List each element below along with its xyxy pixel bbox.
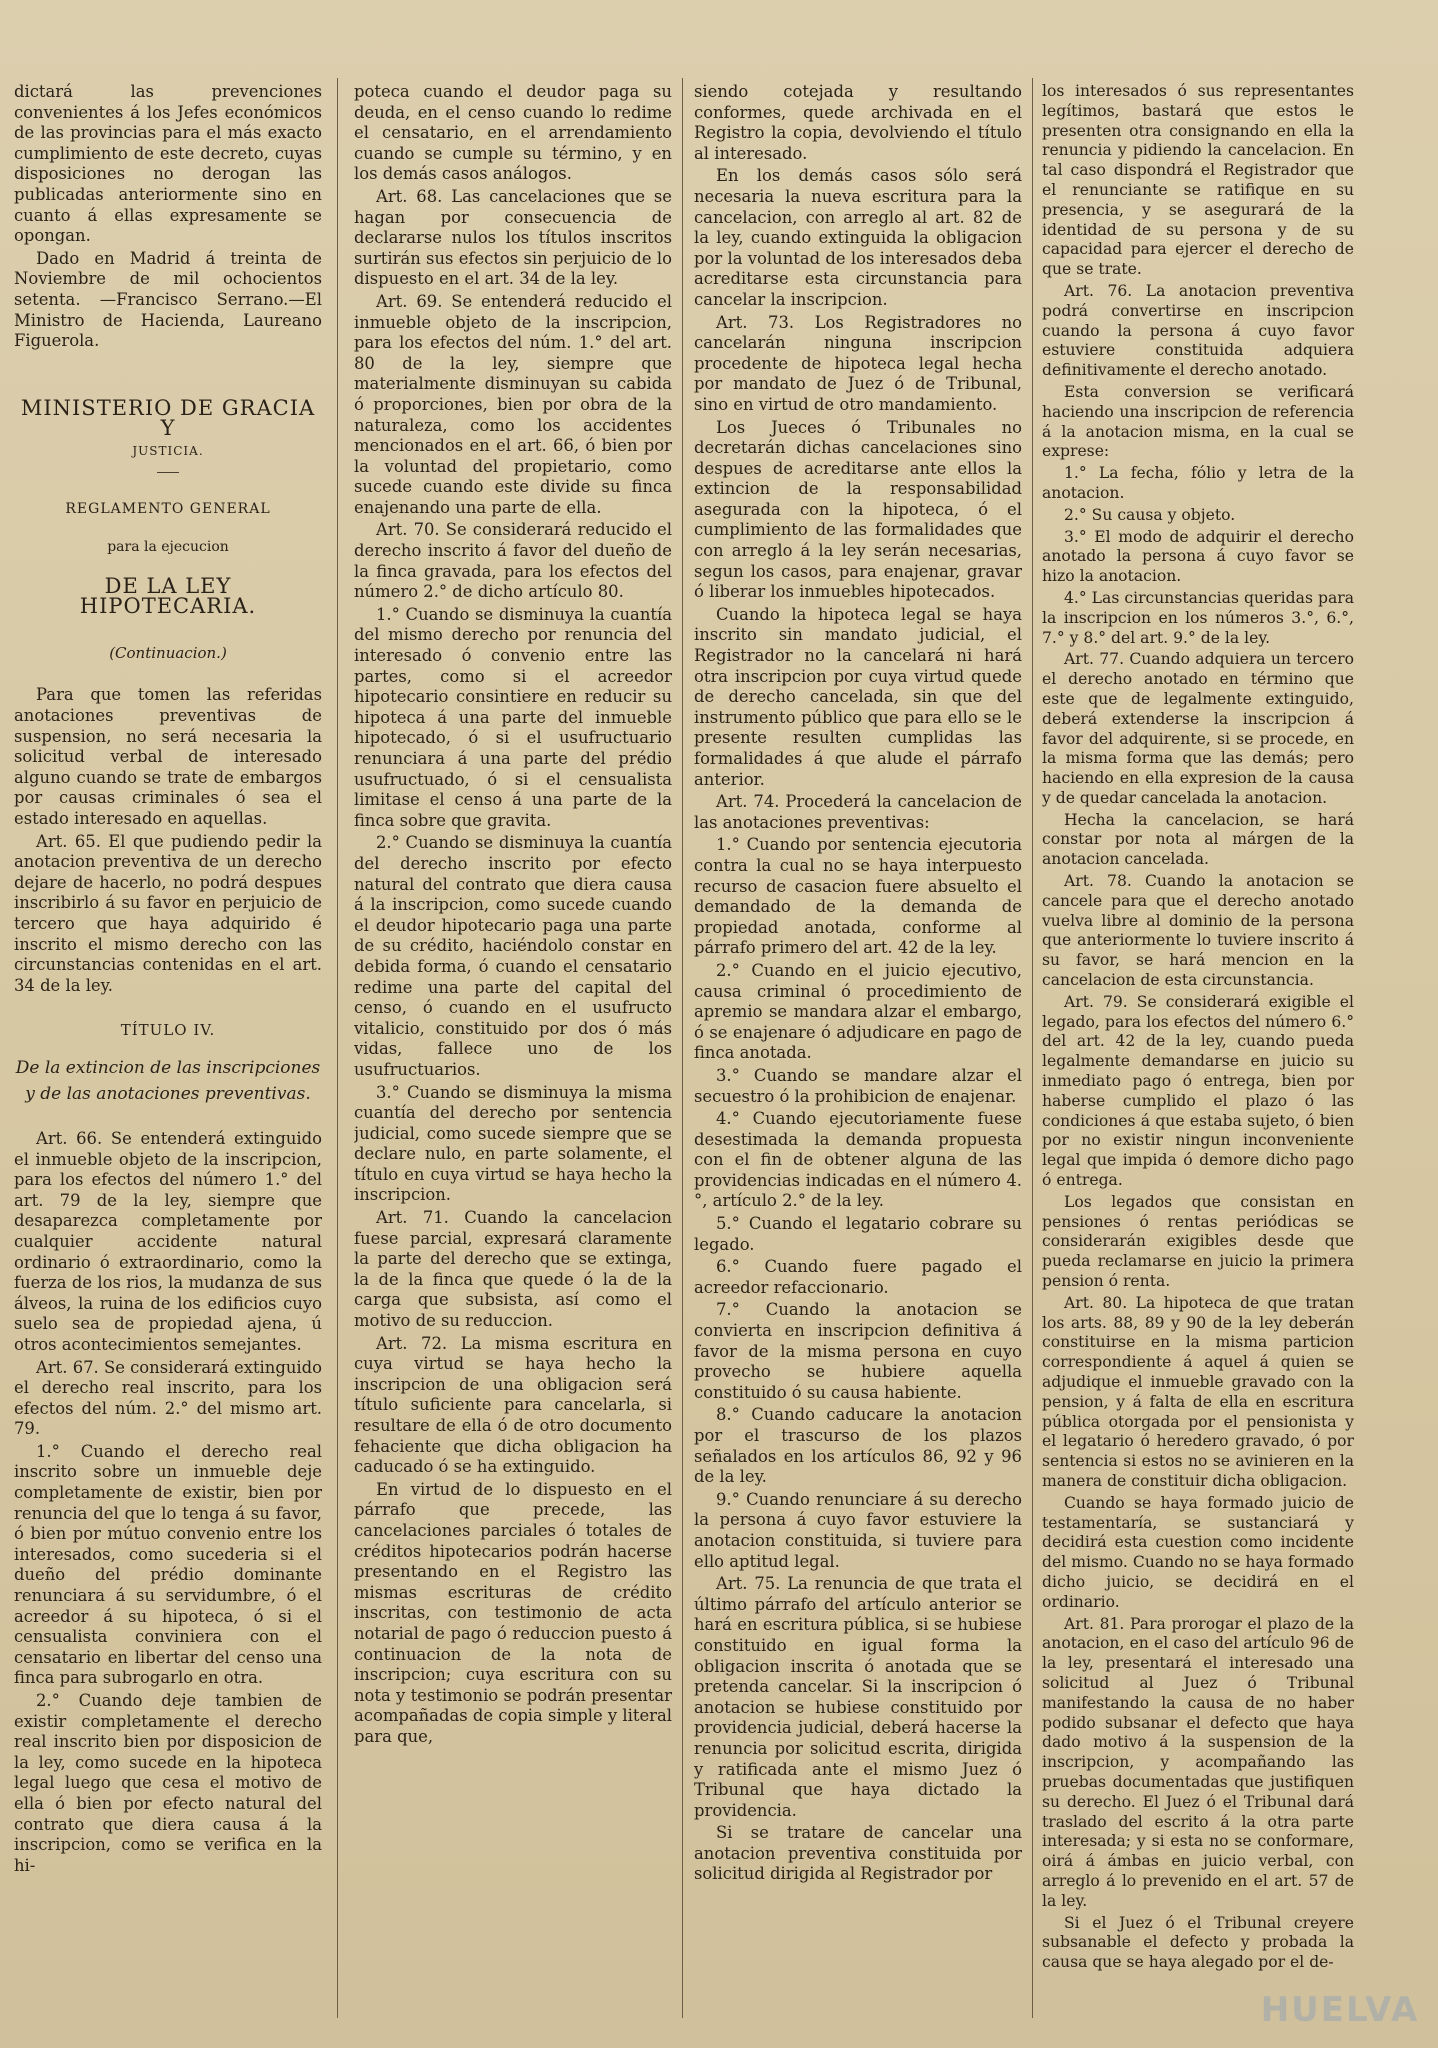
paragraph: Los Jueces ó Tribunales no decretarán dichas cancelaciones sino despues de acreditarse ante ellos la extincion de la responsabilidad asegurada con la hipoteca, ó el cumplimiento de las formalidades que con arreglo á la ley serán necesarias, segun los casos, para enajenar, gravar ó liberar los inmuebles hipotecados.	[694, 417, 1022, 602]
title-heading: TÍTULO IV.	[120, 1021, 216, 1040]
paragraph: 2.° Cuando deje tambien de existir completamente el derecho real inscrito bien por disposicion de la ley, como sucede en la hipoteca legal luego que cesa el motivo de ella ó bien por efecto natural del contrato que diera causa á la inscripcion, como se verifica en la hi-	[14, 1691, 322, 1875]
reglamento-heading: REGLAMENTO GENERAL	[65, 500, 271, 517]
text-column-2	[354, 82, 672, 2022]
library-stamp: HUELVA	[1260, 1990, 1420, 2030]
paragraph: Art. 81. Para prorogar el plazo de la anotacion, en el caso del artículo 96 de la ley, presentará el interesado una solicitud al Juez ó Tribunal manifestando la causa de no haber podido subsanar el defecto que haya dado motivo á la suspension de la inscripcion, y acompañando las pruebas documentadas que justifiquen su derecho. El Juez ó el Tribunal dará traslado del escrito á la otra parte interesada; y si esta no se conformare, oirá á ámbas en juicio verbal, con arreglo á lo prevenido en el art. 57 de la ley.	[1042, 1614, 1354, 1910]
paragraph: Si el Juez ó el Tribunal creyere subsanable el defecto y probada la causa que se haya alegado por el de-	[1042, 1913, 1354, 1972]
paragraph: 9.° Cuando renunciare á su derecho la persona á cuyo favor estuviere la anotacion constituida, si tuviere para ello aptitud legal.	[694, 1489, 1022, 1571]
paragraph: 1.° Cuando el derecho real inscrito sobre un inmueble deje completamente de existir, bien por renuncia del que lo tenga á su favor, ó bien por mútuo convenio entre los interesados, como sucederia si el dueño del prédio dominante renunciara á su servidumbre, ó el acreedor á su hipoteca, ó si el censualista conviniera con el censatario en libertar del censo una finca para subrogarlo en otra.	[14, 1441, 322, 1688]
column-rule	[1032, 78, 1033, 2018]
reglamento-subheading: para la ejecucion	[107, 539, 229, 556]
paragraph: 1.° Cuando por sentencia ejecutoria contra la cual no se haya interpuesto recurso de casacion fuere absuelto el demandado de la demanda de propiedad anotada, conforme al párrafo primero del art. 42 de la ley.	[694, 835, 1022, 958]
paragraph: Art. 70. Se considerará reducido el derecho inscrito á favor del dueño de la finca gravada, para los efectos del número 2.° de dicho artículo 80.	[354, 520, 672, 602]
paragraph: 6.° Cuando fuere pagado el acreedor refaccionario.	[694, 1257, 1022, 1297]
continuation-label: (Continuacion.)	[109, 643, 227, 662]
paragraph: 4.° Cuando ejecutoriamente fuese desestimada la demanda propuesta con el fin de obtener alguna de las providencias indicadas en el número 4.°, artículo 2.° de la ley.	[694, 1109, 1022, 1211]
paragraph: 2.° Su causa y objeto.	[1064, 505, 1236, 524]
paragraph: 3.° El modo de adquirir el derecho anotado la persona á cuyo favor se hizo la anotacion.	[1042, 527, 1354, 586]
paragraph: 1.° Cuando se disminuya la cuantía del mismo derecho por renuncia del interesado ó convenio entre las partes, como si el acreedor hipotecario consintiere en reducir su hipoteca á una parte del inmueble hipotecado, ó si el usufructuario renunciara á una parte del prédio usufructuado, ó si el censualista limitase el censo á una parte de la finca sobre que gravita.	[354, 604, 672, 830]
paragraph: Art. 67. Se considerará extinguido el derecho real inscrito, para los efectos del núm. 2.° del mismo art. 79.	[14, 1357, 322, 1439]
paragraph: 3.° Cuando se disminuya la misma cuantía del derecho por sentencia judicial, como sucede siempre que se declare nulo, en parte solamente, el título en cuya virtud se haya hecho la inscripcion.	[354, 1082, 672, 1205]
text-column-4	[1042, 82, 1354, 2022]
paragraph: 1.° La fecha, fólio y letra de la anotacion.	[1042, 464, 1354, 502]
paragraph: Art. 69. Se entenderá reducido el inmueble objeto de la inscripcion, para los efectos del núm. 1.° del art. 80 de la ley, siempre que materialmente disminuyan su cabida ó proporciones, bien por obra de la naturaleza, como los accidentes mencionados en el art. 66, ó bien por la voluntad del propietario, como sucede cuando este divide su finca enajenando una parte de ella.	[354, 291, 672, 517]
text-column-3	[694, 82, 1022, 2022]
paragraph: 2.° Cuando se disminuya la cuantía del derecho inscrito por efecto natural del contrato que diera causa á la inscripcion, como sucede cuando el deudor hipotecario paga una parte de su crédito, haciéndolo constar en debida forma, ó cuando el censatario redime una parte del capital del censo, ó cuando en el usufructo vitalicio, constituido por dos ó más vidas, fallece uno de los usufructuarios.	[354, 833, 672, 1079]
column-rule	[337, 78, 338, 2018]
paragraph: Art. 75. La renuncia de que trata el último párrafo del artículo anterior se hará en escritura pública, si se hubiese constituido en igual forma la obligacion inscrita ó anotada que se pretenda cancelar. Si la inscripcion ó anotacion se hubiese constituido por providencia judicial, deberá hacerse la renuncia por solicitud escrita, dirigida y ratificada ante el mismo Juez ó Tribunal que haya dictado la providencia.	[694, 1574, 1022, 1820]
ley-heading: DE LA LEY HIPOTECARIA.	[79, 573, 257, 619]
paragraph: siendo cotejada y resultando conformes, quede archivada en el Registro la copia, devolviendo el título al interesado.	[694, 82, 1022, 163]
ministry-heading: MINISTERIO DE GRACIA Y	[20, 395, 316, 441]
title-subheading: De la extincion de las inscripciones y de las anotaciones preventivas.	[15, 1057, 321, 1104]
paragraph: Cuando la hipoteca legal se haya inscrito sin mandato judicial, el Registrador no la cancelará ni hará otra inscripcion por cuya virtud quede de derecho cancelada, sin que del instrumento público que para ello se le presente resulten cumplidas las formalidades á que alude el párrafo anterior.	[694, 604, 1022, 789]
paragraph: Art. 66. Se entenderá extinguido el inmueble objeto de la inscripcion, para los efectos del número 1.° del art. 79 de la ley, siempre que desaparezca completamente por cualquier accidente natural ordinario ó extraordinario, como la fuerza de los rios, la mudanza de sus álveos, la ruina de los edificios cuyo suelo sea de propiedad ajena, ú otros acontecimientos semejantes.	[14, 1128, 322, 1354]
paragraph: Hecha la cancelacion, se hará constar por nota al márgen de la anotacion cancelada.	[1042, 810, 1354, 869]
paragraph: 4.° Las circunstancias queridas para la inscripcion en los números 3.°, 6.°, 7.° y 8.° del art. 9.° de la ley.	[1042, 588, 1354, 647]
paragraph: En virtud de lo dispuesto en el párrafo que precede, las cancelaciones parciales ó totales de créditos hipotecarios podrán hacerse presentando en el Registro las mismas escrituras de crédito inscritas, con testimonio de acta notarial de pago ó reduccion puesto á continuacion de la nota de inscripcion; cuya escritura con su nota y testimonio se podrán presentar acompañadas de copia simple y literal para que,	[354, 1479, 672, 1746]
paragraph: Cuando se haya formado juicio de testamentaría, se sustanciará y decidirá esta cuestion como incidente del mismo. Cuando no se haya formado dicho juicio, se decidirá en el ordinario.	[1042, 1493, 1354, 1611]
paragraph: Art. 65. El que pudiendo pedir la anotacion preventiva de un derecho dejare de hacerlo, no podrá despues inscribirlo á su favor en perjuicio de tercero que haya adquirido é inscrito el mismo derecho con las circunstancias contenidas en el art. 34 de la ley.	[14, 831, 322, 995]
paragraph: dictará las prevenciones convenientes á los Jefes económicos de las provincias para el más exacto cumplimiento de este decreto, cuyas disposiciones no derogan las publicadas anteriormente sino en cuanto á ellas expresamente se opongan.	[14, 82, 322, 246]
paragraph: En los demás casos sólo será necesaria la nueva escritura para la cancelacion, con arreglo al art. 82 de la ley, cuando extinguida la obligacion por la voluntad de los interesados deba acreditarse esta circunstancia para cancelar la inscripcion.	[694, 166, 1022, 309]
ministry-subheading: JUSTICIA.	[132, 443, 204, 458]
paragraph: 8.° Cuando caducare la anotacion por el trascurso de los plazos señalados en los artículos 86, 92 y 96 de la ley.	[694, 1405, 1022, 1487]
paragraph: Art. 68. Las cancelaciones que se hagan por consecuencia de declararse nulos los títulos inscritos surtirán sus efectos sin perjuicio de lo dispuesto en el art. 34 de la ley.	[354, 186, 672, 289]
paragraph: Esta conversion se verificará haciendo una inscripcion de referencia á la anotacion misma, en la cual se exprese:	[1042, 382, 1354, 461]
paragraph: 5.° Cuando el legatario cobrare su legado.	[694, 1214, 1022, 1254]
paragraph: Art. 74. Procederá la cancelacion de las anotaciones preventivas:	[694, 792, 1022, 832]
text-column-1	[14, 82, 322, 2022]
paragraph: 2.° Cuando en el juicio ejecutivo, causa criminal ó procedimiento de apremio se mandara alzar el embargo, ó se enajenare ó adjudicare en pago de finca anotada.	[694, 960, 1022, 1063]
column-rule	[682, 78, 683, 2018]
paragraph: Art. 73. Los Registradores no cancelarán ninguna inscripcion procedente de hipoteca legal hecha por mandato de Juez ó de Tribunal, sino en virtud de otro mandamiento.	[694, 312, 1022, 414]
paragraph: Art. 78. Cuando la anotacion se cancele para que el derecho anotado vuelva libre al dominio de la persona que anteriormente lo tuviere inscrito á su favor, se hará mencion en la cancelacion de esta circunstancia.	[1042, 872, 1354, 990]
paragraph: Dado en Madrid á treinta de Noviembre de mil ochocientos setenta. —Francisco Serrano.—El Ministro de Hacienda, Laureano Figuerola.	[14, 248, 322, 351]
paragraph: poteca cuando el deudor paga su deuda, en el censo cuando lo redime el censatario, en el arrendamiento cuando se cumple su término, y en los demás casos análogos.	[354, 82, 672, 184]
paragraph: Art. 80. La hipoteca de que tratan los arts. 88, 89 y 90 de la ley deberán constituirse en la misma particion correspondiente á aquel á quien se adjudique el inmueble gravado con la pension, y á falta de ella en escritura pública otorgada por el pensionista y el legatario ó heredero gravado, ó por sentencia si estos no se avinieren en la manera de constituir dicha obligacion.	[1042, 1293, 1354, 1490]
paragraph: Art. 71. Cuando la cancelacion fuese parcial, expresará claramente la parte del derecho que se extinga, la de la finca que quede ó la de la carga que subsista, así como el motivo de su reduccion.	[354, 1208, 672, 1331]
paragraph: Art. 76. La anotacion preventiva podrá convertirse en inscripcion cuando la persona á cuyo favor estuviere constituida adquiera definitivamente el derecho anotado.	[1042, 281, 1354, 380]
paragraph: 3.° Cuando se mandare alzar el secuestro ó la prohibicion de enajenar.	[694, 1065, 1022, 1106]
paragraph: Para que tomen las referidas anotaciones preventivas de suspension, no será necesaria la solicitud verbal de interesado alguno cuando se trate de embargos por causas criminales ó sea el estado interesado en aquellas.	[14, 685, 322, 829]
paragraph: Los legados que consistan en pensiones ó rentas periódicas se considerarán exigibles desde que pueda reclamarse en juicio la primera pension ó renta.	[1042, 1192, 1354, 1291]
paragraph: Art. 77. Cuando adquiera un tercero el derecho anotado en término que este que de legalmente extinguido, deberá extenderse la inscripcion á favor del adquirente, si se procede, en la misma forma que las demás; pero haciendo en ella expresion de la causa y de quedar cancelada la anotacion.	[1042, 650, 1354, 807]
paragraph: Art. 72. La misma escritura en cuya virtud se haya hecho la inscripcion de una obligacion será título suficiente para cancelarla, si resultare de ella ó de otro documento fehaciente que dicha obligacion ha caducado ó se ha extinguido.	[354, 1333, 672, 1477]
paragraph: Art. 79. Se considerará exigible el legado, para los efectos del número 6.° del art. 42 de la ley, cuando pueda legalmente demandarse en juicio su inmediato pago ó entrega, bien por haberse cumplido el plazo ó las condiciones á que estaba sujeto, ó bien por no existir ningun inconveniente legal que impida ó demore dicho pago ó entrega.	[1042, 992, 1354, 1190]
paragraph: los interesados ó sus representantes legítimos, bastará que estos le presenten otra consignando en ella la renuncia y pidiendo la cancelacion. En tal caso dispondrá el Registrador que el renunciante se ratifique en su presencia, y se asegurará de la identidad de su persona y de su capacidad para ejercer el derecho de que se trate.	[1042, 82, 1354, 279]
paragraph: 7.° Cuando la anotacion se convierta en inscripcion definitiva á favor de la misma persona en cuyo provecho se hubiere aquella constituido ó su causa habiente.	[694, 1300, 1022, 1402]
section-divider	[157, 472, 179, 473]
paragraph: Si se tratare de cancelar una anotacion preventiva constituida por solicitud dirigida al Registrador por	[694, 1823, 1022, 1884]
